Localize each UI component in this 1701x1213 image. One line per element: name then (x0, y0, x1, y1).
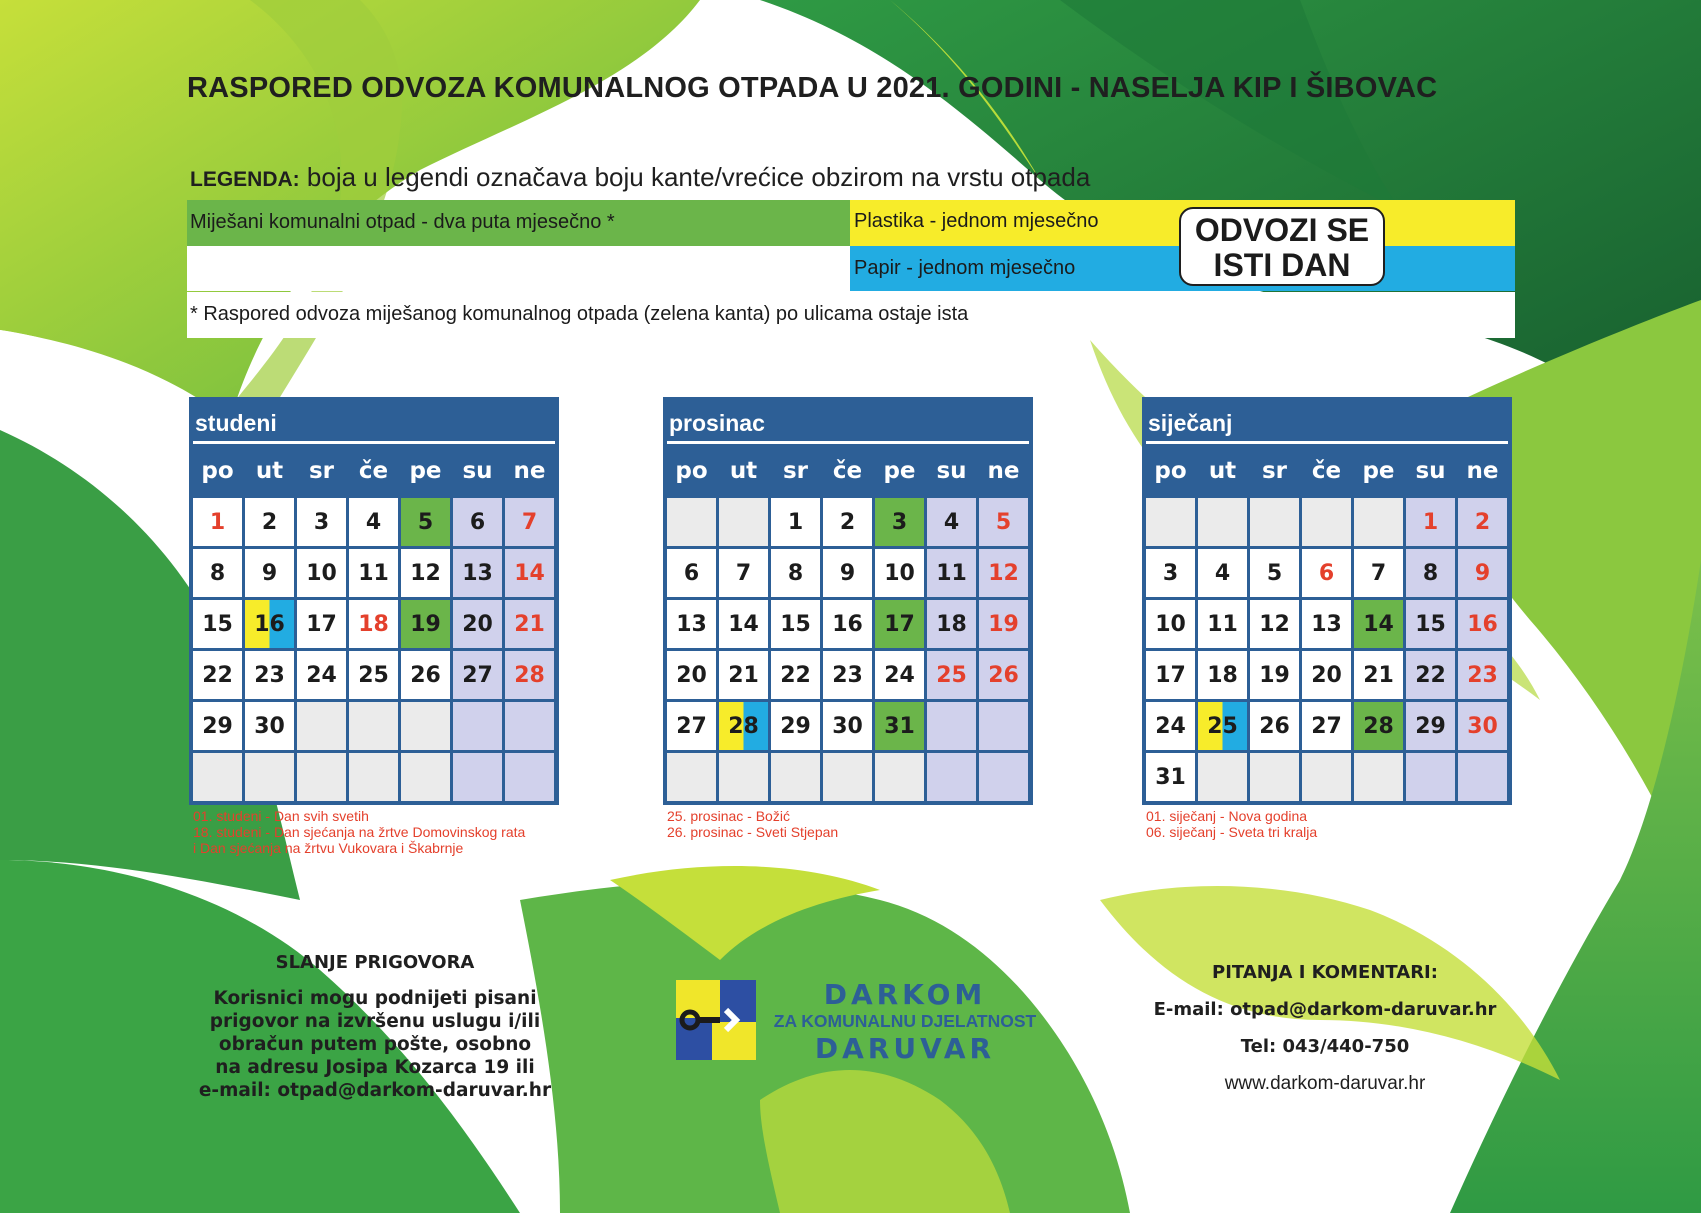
complaints-line: na adresu Josipa Kozarca 19 ili (215, 1057, 535, 1078)
day-cell: 11 (1198, 600, 1247, 648)
holiday-item: 18. studeni - Dan sjećanja na žrtve Domovinskog rata (193, 824, 526, 840)
day-cell: 2 (1458, 498, 1507, 546)
empty-day-cell (1354, 753, 1403, 801)
day-cell: 25 (349, 651, 398, 699)
day-cell: 12 (979, 549, 1028, 597)
day-cell: 29 (193, 702, 242, 750)
empty-day-cell (453, 702, 502, 750)
day-cell: 16 (1458, 600, 1507, 648)
day-cell: 20 (453, 600, 502, 648)
month-name: studeni (193, 397, 555, 444)
legend-plastic: Plastika - jednom mjesečno (850, 200, 1515, 246)
weekday-header: pe (875, 447, 924, 495)
day-cell: 27 (1302, 702, 1351, 750)
legend-description (190, 162, 1520, 193)
day-cell: 22 (193, 651, 242, 699)
empty-day-cell (453, 753, 502, 801)
weekday-header: su (927, 447, 976, 495)
day-cell: 21 (1354, 651, 1403, 699)
day-cell: 18 (927, 600, 976, 648)
day-cell: 11 (927, 549, 976, 597)
empty-day-cell (875, 753, 924, 801)
weekday-header: po (667, 447, 716, 495)
holiday-item: 06. siječanj - Sveta tri kralja (1146, 824, 1318, 840)
day-cell: 15 (193, 600, 242, 648)
day-cell: 19 (401, 600, 450, 648)
weekday-header: ut (245, 447, 294, 495)
complaints-line: prigovor na izvršenu uslugu i/ili (209, 1011, 541, 1032)
empty-day-cell (719, 498, 768, 546)
weekday-header: pe (1354, 447, 1403, 495)
day-cell: 30 (1458, 702, 1507, 750)
empty-day-cell (505, 753, 554, 801)
empty-day-cell (297, 702, 346, 750)
day-cell: 24 (875, 651, 924, 699)
complaints-line: obračun putem pošte, osobno (218, 1034, 532, 1055)
weekday-header: ne (979, 447, 1028, 495)
day-cell: 12 (1250, 600, 1299, 648)
empty-day-cell (1146, 498, 1195, 546)
day-cell: 26 (979, 651, 1028, 699)
darkom-logo-icon (676, 980, 756, 1060)
day-cell: 28 (505, 651, 554, 699)
weekday-header: sr (1250, 447, 1299, 495)
weekday-header: sr (297, 447, 346, 495)
day-cell: 25 (927, 651, 976, 699)
day-cell: 20 (667, 651, 716, 699)
day-cell: 3 (1146, 549, 1195, 597)
day-cell: 28 (1354, 702, 1403, 750)
day-cell: 30 (823, 702, 872, 750)
complaints-email-line: e-mail: otpad@darkom-daruvar.hr (198, 1080, 552, 1101)
same-day-line-2: ISTI DAN (1213, 247, 1351, 283)
empty-day-cell (979, 702, 1028, 750)
day-cell: 9 (245, 549, 294, 597)
day-cell: 18 (349, 600, 398, 648)
empty-day-cell (1458, 753, 1507, 801)
day-cell: 22 (1406, 651, 1455, 699)
day-cell: 8 (771, 549, 820, 597)
day-cell: 14 (1354, 600, 1403, 648)
empty-day-cell (401, 702, 450, 750)
day-cell: 14 (505, 549, 554, 597)
empty-day-cell (667, 498, 716, 546)
holiday-item: 26. prosinac - Sveti Stjepan (667, 824, 839, 840)
calendar-prosinac (663, 397, 1033, 840)
day-cell: 23 (823, 651, 872, 699)
contact-website-link[interactable]: www.darkom-daruvar.hr (1224, 1073, 1426, 1094)
day-cell: 29 (771, 702, 820, 750)
day-cell: 6 (667, 549, 716, 597)
day-cell: 26 (1250, 702, 1299, 750)
day-cell: 17 (1146, 651, 1195, 699)
legend-text: boja u legendi označava boju kante/vrećice obzirom na vrstu otpada (306, 162, 1091, 192)
empty-day-cell (823, 753, 872, 801)
day-cell: 23 (245, 651, 294, 699)
day-cell: 1 (1406, 498, 1455, 546)
day-cell: 24 (297, 651, 346, 699)
day-cell: 9 (1458, 549, 1507, 597)
page-title: RASPORED ODVOZA KOMUNALNOG OTPADA U 2021. GODINI - NASELJA KIP I ŠIBOVAC (187, 72, 1438, 104)
day-cell: 25 (1198, 702, 1247, 750)
empty-day-cell (401, 753, 450, 801)
weekday-header: su (453, 447, 502, 495)
empty-day-cell (979, 753, 1028, 801)
weekday-header: sr (771, 447, 820, 495)
contact-section (1130, 954, 1520, 1102)
day-cell: 10 (1146, 600, 1195, 648)
empty-day-cell (1198, 753, 1247, 801)
day-cell: 21 (719, 651, 768, 699)
holiday-list (1146, 808, 1512, 840)
weekday-header: po (193, 447, 242, 495)
day-cell: 3 (875, 498, 924, 546)
brand-name: DARKOM (823, 978, 987, 1011)
month-name: siječanj (1146, 397, 1508, 444)
brand-block (760, 978, 1050, 1065)
weekday-header: ut (1198, 447, 1247, 495)
weekday-header: ne (1458, 447, 1507, 495)
day-cell: 2 (823, 498, 872, 546)
empty-day-cell (193, 753, 242, 801)
day-cell: 19 (1250, 651, 1299, 699)
day-cell: 7 (719, 549, 768, 597)
day-cell: 19 (979, 600, 1028, 648)
weekday-header: su (1406, 447, 1455, 495)
empty-day-cell (719, 753, 768, 801)
day-cell: 17 (297, 600, 346, 648)
day-cell: 7 (505, 498, 554, 546)
day-cell: 12 (401, 549, 450, 597)
empty-day-cell (927, 702, 976, 750)
day-cell: 13 (1302, 600, 1351, 648)
empty-day-cell (1406, 753, 1455, 801)
day-cell: 7 (1354, 549, 1403, 597)
day-cell: 27 (667, 702, 716, 750)
legend-label: LEGENDA: (190, 168, 300, 191)
holiday-item: i Dan sjećanja na žrtvu Vukovara i Škabrnje (193, 840, 464, 856)
holiday-list (667, 808, 1033, 840)
calendar-grid (667, 447, 1029, 801)
empty-day-cell (1302, 498, 1351, 546)
day-cell: 15 (1406, 600, 1455, 648)
day-cell: 16 (823, 600, 872, 648)
weekday-header: pe (401, 447, 450, 495)
empty-day-cell (297, 753, 346, 801)
day-cell: 21 (505, 600, 554, 648)
day-cell: 10 (297, 549, 346, 597)
empty-day-cell (349, 702, 398, 750)
brand-city: DARUVAR (814, 1032, 996, 1065)
day-cell: 4 (927, 498, 976, 546)
day-cell: 26 (401, 651, 450, 699)
empty-day-cell (1250, 498, 1299, 546)
day-cell: 1 (193, 498, 242, 546)
day-cell: 5 (979, 498, 1028, 546)
brand-subtitle: ZA KOMUNALNU DJELATNOST (773, 1011, 1037, 1031)
day-cell: 5 (401, 498, 450, 546)
day-cell: 9 (823, 549, 872, 597)
day-cell: 27 (453, 651, 502, 699)
calendar-studeni (189, 397, 559, 856)
day-cell: 4 (1198, 549, 1247, 597)
calendar-grid (1146, 447, 1508, 801)
complaints-text (180, 987, 570, 1102)
day-cell: 17 (875, 600, 924, 648)
empty-day-cell (667, 753, 716, 801)
holiday-item: 25. prosinac - Božić (667, 808, 790, 824)
weekday-header: ut (719, 447, 768, 495)
day-cell: 11 (349, 549, 398, 597)
day-cell: 5 (1250, 549, 1299, 597)
empty-day-cell (1354, 498, 1403, 546)
day-cell: 8 (193, 549, 242, 597)
empty-day-cell (349, 753, 398, 801)
weekday-header: če (1302, 447, 1351, 495)
complaints-line: Korisnici mogu podnijeti pisani (213, 988, 537, 1009)
day-cell: 13 (667, 600, 716, 648)
day-cell: 3 (297, 498, 346, 546)
empty-day-cell (1250, 753, 1299, 801)
same-day-badge (1179, 207, 1385, 286)
legend-mixed-waste: Miješani komunalni otpad - dva puta mjesečno * (187, 200, 850, 246)
calendar-grid (193, 447, 555, 801)
day-cell: 16 (245, 600, 294, 648)
holiday-item: 01. siječanj - Nova godina (1146, 808, 1308, 824)
day-cell: 10 (875, 549, 924, 597)
day-cell: 6 (1302, 549, 1351, 597)
day-cell: 31 (875, 702, 924, 750)
day-cell: 13 (453, 549, 502, 597)
day-cell: 6 (453, 498, 502, 546)
calendar-sijecanj (1142, 397, 1512, 840)
complaints-heading: SLANJE PRIGOVORA (275, 952, 475, 973)
empty-day-cell (505, 702, 554, 750)
weekday-header: ne (505, 447, 554, 495)
legend-note: * Raspored odvoza miješanog komunalnog otpada (zelena kanta) po ulicama ostaje ista (187, 292, 1515, 338)
day-cell: 31 (1146, 753, 1195, 801)
weekday-header: po (1146, 447, 1195, 495)
day-cell: 4 (349, 498, 398, 546)
day-cell: 28 (719, 702, 768, 750)
day-cell: 22 (771, 651, 820, 699)
empty-day-cell (927, 753, 976, 801)
day-cell: 15 (771, 600, 820, 648)
holiday-list (193, 808, 559, 856)
empty-day-cell (771, 753, 820, 801)
empty-day-cell (1198, 498, 1247, 546)
contact-heading: PITANJA I KOMENTARI: (1212, 962, 1438, 983)
day-cell: 30 (245, 702, 294, 750)
day-cell: 23 (1458, 651, 1507, 699)
weekday-header: če (349, 447, 398, 495)
day-cell: 24 (1146, 702, 1195, 750)
day-cell: 14 (719, 600, 768, 648)
empty-day-cell (1302, 753, 1351, 801)
day-cell: 20 (1302, 651, 1351, 699)
legend-paper: Papir - jednom mjesečno (850, 246, 1515, 291)
holiday-item: 01. studeni - Dan svih svetih (193, 808, 369, 824)
contact-phone[interactable]: Tel: 043/440-750 (1240, 1036, 1410, 1057)
legend-spacer (187, 246, 850, 291)
day-cell: 8 (1406, 549, 1455, 597)
complaints-section (180, 952, 570, 1102)
day-cell: 2 (245, 498, 294, 546)
same-day-line-1: ODVOZI SE (1194, 212, 1370, 248)
month-name: prosinac (667, 397, 1029, 444)
day-cell: 1 (771, 498, 820, 546)
contact-email[interactable]: E-mail: otpad@darkom-daruvar.hr (1153, 999, 1497, 1020)
weekday-header: če (823, 447, 872, 495)
empty-day-cell (245, 753, 294, 801)
day-cell: 18 (1198, 651, 1247, 699)
day-cell: 29 (1406, 702, 1455, 750)
